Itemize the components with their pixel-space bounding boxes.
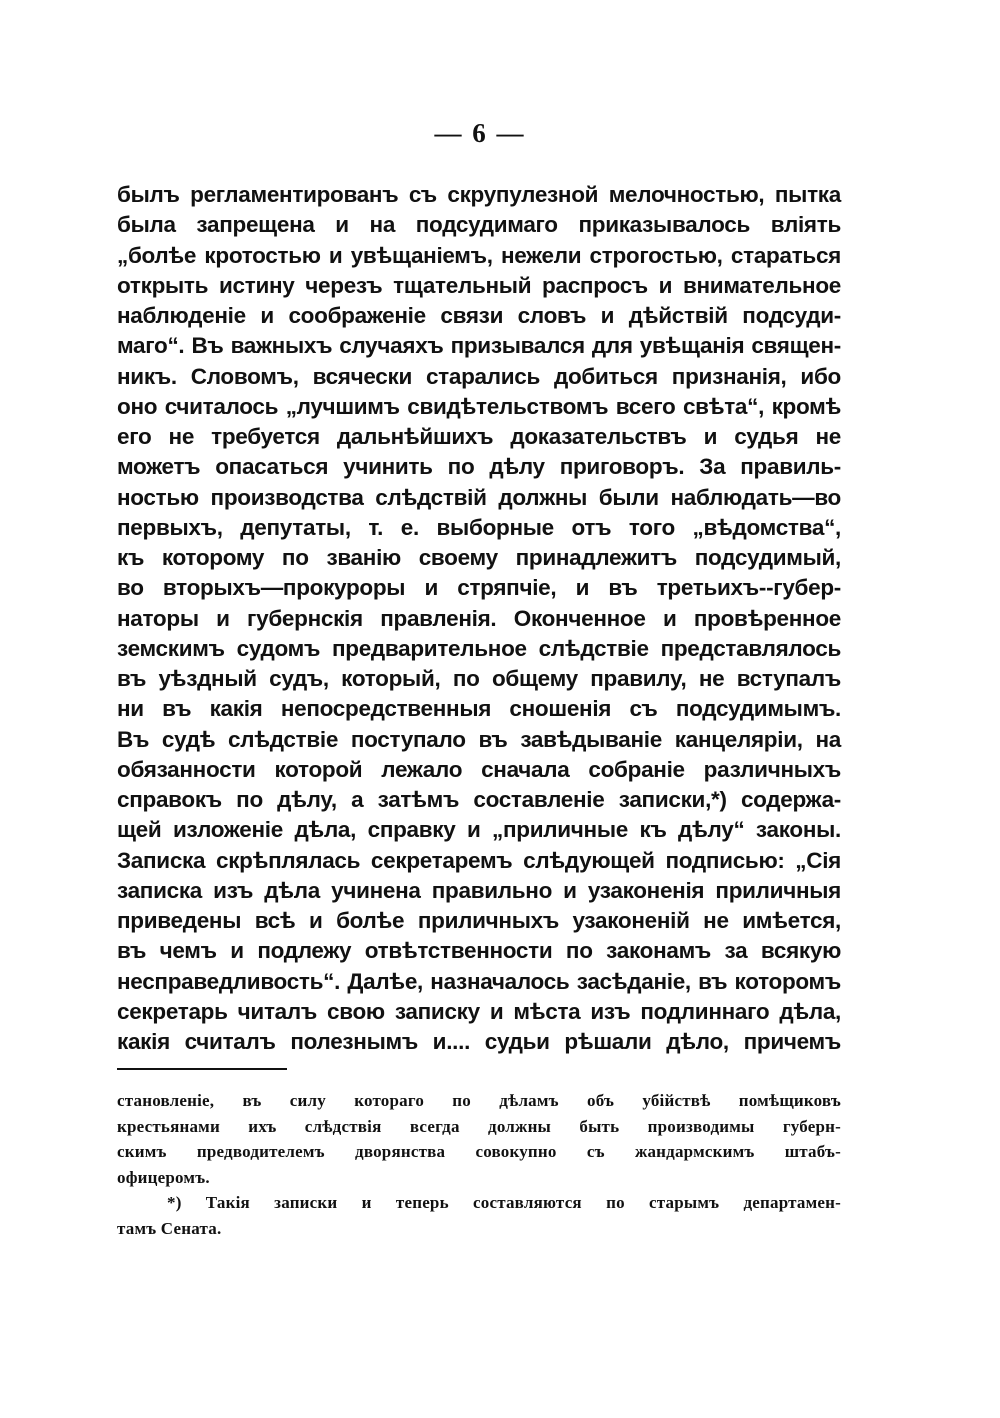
footnote-line: тамъ Сената. <box>117 1218 222 1238</box>
footnote-line: скимъ предводителемъ дворянства совокупно съ жандармскимъ штабъ- <box>117 1142 841 1161</box>
text-line: обязанности которой лежало сначала собранiе различныхъ <box>117 756 841 782</box>
text-line: записка изъ дѣла учинена правильно и узаконенiя приличныя <box>117 877 841 903</box>
text-line: справокъ по дѣлу, а затѣмъ составленiе записки,*) содержа- <box>117 787 841 812</box>
text-line: приведены всѣ и болѣе приличныхъ узаконенiй не имѣется, <box>117 908 841 933</box>
body-text <box>117 180 841 1057</box>
footnotes <box>117 1088 841 1241</box>
footnote-line: офицеромъ. <box>117 1167 210 1187</box>
text-line: секретарь читалъ свою записку и мѣста изъ подлиннаго дѣла, <box>117 998 841 1024</box>
text-line: ни въ какiя непосредственныя сношенiя съ подсудимымъ. <box>117 696 841 722</box>
text-line: маго“. Въ важныхъ случаяхъ призывался для увѣщанiя священ- <box>117 333 841 359</box>
text-line: какiя считалъ полезнымъ и.... судьи рѣшали дѣло, причемъ <box>117 1029 841 1054</box>
footnote-divider <box>117 1068 287 1070</box>
text-line: несправедливость“. Далѣе, назначалось засѣданiе, въ которомъ <box>117 968 841 994</box>
text-line: Записка скрѣплялась секретаремъ слѣдующей подписью: „Сiя <box>117 847 841 873</box>
text-line: можетъ опасаться учинить по дѣлу приговоръ. За правиль- <box>117 454 841 480</box>
text-line: во вторыхъ—прокуроры и стряпчiе, и въ третьихъ--губер- <box>117 575 841 601</box>
text-line: наторы и губернскiя правленiя. Оконченное и провѣренное <box>117 605 841 631</box>
footnote-line: крестьянами ихъ слѣдствiя всегда должны быть производимы губерн- <box>117 1116 841 1136</box>
text-line: первыхъ, депутаты, т. е. выборные отъ того „вѣдомства“, <box>117 514 841 540</box>
page-number: — 6 — <box>434 118 526 148</box>
text-line: наблюденiе и соображенiе связи словъ и дѣйствiй подсуди- <box>117 303 841 328</box>
text-line: Въ судѣ слѣдствiе поступало въ завѣдыванiе канцелярiи, на <box>117 726 841 752</box>
text-line: ностью производства слѣдствiй должны были наблюдать—во <box>117 484 841 510</box>
text-line: „болѣе кротостью и увѣщанiемъ, нежели строгостью, стараться <box>117 242 841 268</box>
text-line: въ уѣздный судъ, который, по общему правилу, не вступалъ <box>117 666 841 691</box>
text-line: открыть истину черезъ тщательный распросъ и внимательное <box>117 272 841 298</box>
footnote-line: *) Такiя записки и теперь составляются по старымъ департамен- <box>167 1193 841 1212</box>
text-line: никъ. Словомъ, всячески старались добиться признанiя, ибо <box>117 363 841 389</box>
text-line: щей изложенiе дѣла, справку и „приличные къ дѣлу“ законы. <box>117 817 841 843</box>
text-line: земскимъ судомъ предварительное слѣдствiе представлялось <box>117 635 841 661</box>
text-line: былъ регламентированъ съ скрупулезной мелочностью, пытка <box>117 182 841 207</box>
text-line: оно считалось „лучшимъ свидѣтельствомъ всего свѣта“, кромѣ <box>117 393 841 419</box>
text-line: въ чемъ и подлежу отвѣтственности по законамъ за всякую <box>117 938 841 964</box>
text-line: къ которому по званiю своему принадлежитъ подсудимый, <box>117 545 841 570</box>
footnote-line: становленiе, въ силу котораго по дѣламъ объ убiйствѣ помѣщиковъ <box>117 1091 841 1110</box>
text-line: его не требуется дальнѣйшихъ доказательствъ и судья не <box>117 424 841 449</box>
text-line: была запрещена и на подсудимаго приказывалось влiять <box>117 212 841 238</box>
